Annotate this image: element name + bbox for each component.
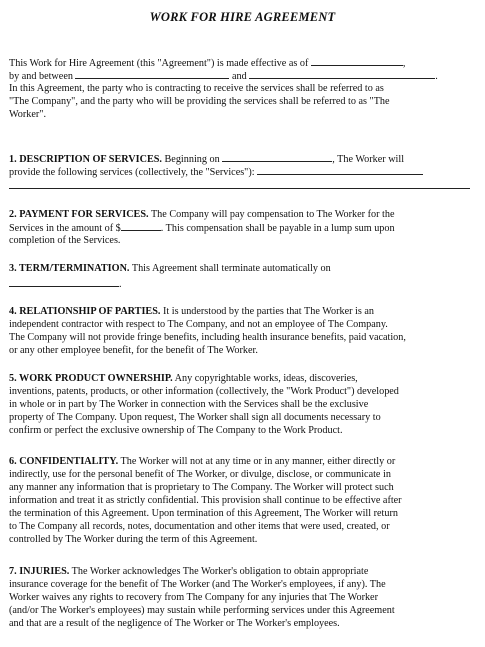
section-7-line-1	[9, 565, 479, 578]
section-7-line-2: insurance coverage for the benefit of The Worker (and The Worker's employees, if any). The	[9, 579, 386, 590]
section-6-line-3: any manner any information that is proprietary to The Company. The Worker will protect such	[9, 482, 394, 493]
section-4-line-3: The Company will not provide fringe benefits, including health insurance benefits, paid vacation,	[9, 332, 406, 343]
termination-date-field[interactable]	[9, 277, 119, 287]
intro-line-2	[9, 69, 479, 83]
section-7-line-5: and that are a result of the negligence of The Worker or The Worker's employees.	[9, 618, 340, 629]
document-title: WORK FOR HIRE AGREEMENT	[149, 10, 336, 24]
section-5-line-3: in whole or in part by The Worker in connection with the Services shall be the exclusive	[9, 399, 369, 410]
period: .	[119, 279, 122, 290]
section-7-heading: 7. INJURIES.	[9, 566, 70, 577]
section-1-line-2	[9, 165, 479, 179]
intro-line-1	[9, 56, 479, 70]
section-6-text: The Worker will not at any time or in any manner, either directly or	[120, 456, 396, 467]
intro-text: This Work for Hire Agreement (this "Agreement") is made effective as of	[9, 58, 309, 69]
comma: ,	[402, 58, 406, 69]
section-3-heading: 3. TERM/TERMINATION.	[9, 263, 130, 274]
section-4-text: It is understood by the parties that The Worker is an	[163, 306, 374, 317]
section-5-text: Any copyrightable works, ideas, discoveries,	[174, 373, 358, 384]
section-3-line-1	[9, 262, 479, 275]
services-field[interactable]	[257, 165, 423, 175]
section-1-heading: 1. DESCRIPTION OF SERVICES.	[9, 154, 162, 165]
section-5-line-1	[9, 372, 479, 385]
section-4-line-4: or any other employee benefit, for the benefit of The Worker.	[9, 345, 258, 356]
period: .	[435, 71, 438, 82]
section-7-line-4: (and/or The Worker's employees) may sustain while performing services under this Agreement	[9, 605, 395, 616]
intro-line-3: In this Agreement, the party who is contracting to receive the services shall be referred to as	[9, 83, 384, 94]
section-5-line-4: property of The Company. Upon request, The Worker shall sign all documents necessary to	[9, 412, 381, 423]
section-5-line-5: confirm or perfect the exclusive ownership of The Company to the Work Product.	[9, 425, 343, 436]
section-3-text: This Agreement shall terminate automatically on	[131, 263, 331, 274]
section-1-line-1	[9, 152, 479, 166]
section-6-line-6: to The Company all records, notes, documentation and other items that were used, created, or	[9, 521, 390, 532]
start-date-field[interactable]	[222, 152, 332, 162]
section-4-heading: 4. RELATIONSHIP OF PARTIES.	[9, 306, 161, 317]
section-4-line-2: independent contractor with respect to The Company, and not an employee of The Company.	[9, 319, 388, 330]
section-2-text: The Company will pay compensation to The Worker for the	[150, 209, 395, 220]
section-6-line-5: the termination of this Agreement. Upon termination of this Agreement, The Worker will return	[9, 508, 398, 519]
section-6-heading: 6. CONFIDENTIALITY.	[9, 456, 119, 467]
intro-line-4: "The Company", and the party who will be providing the services shall be referred to as "The	[9, 96, 390, 107]
section-1-text: , The Worker will	[332, 154, 405, 165]
effective-date-field[interactable]	[311, 56, 403, 66]
section-6-line-4: information and treat it as strictly confidential. This provision shall continue to be effective after	[9, 495, 402, 506]
section-2-text: . This compensation shall be payable in a lump sum upon	[160, 223, 395, 234]
section-6-line-7: controlled by The Worker during the term of this Agreement.	[9, 534, 258, 545]
payment-amount-field[interactable]	[121, 221, 161, 231]
section-7-line-3: Worker waives any rights to recovery from The Company for any injuries that The Worker	[9, 592, 378, 603]
intro-text: and	[232, 71, 247, 82]
section-6-line-1	[9, 455, 479, 468]
section-2-line-3: completion of the Services.	[9, 235, 121, 246]
services-continuation-field[interactable]	[9, 188, 470, 189]
intro-line-5: Worker".	[9, 109, 46, 120]
section-2-text: Services in the amount of $	[9, 223, 121, 234]
section-4-line-1	[9, 305, 479, 318]
section-3-line-2	[9, 277, 479, 291]
section-5-heading: 5. WORK PRODUCT OWNERSHIP.	[9, 373, 173, 384]
section-5-line-2: inventions, patents, products, or other information (collectively, the "Work Product") developed	[9, 386, 399, 397]
company-name-field[interactable]	[75, 69, 229, 79]
section-7-text: The Worker acknowledges The Worker's obligation to obtain appropriate	[71, 566, 369, 577]
section-6-line-2: indirectly, use for the personal benefit of The Worker, or divulge, disclose, or communicate in	[9, 469, 391, 480]
section-2-line-1	[9, 208, 479, 221]
worker-name-field[interactable]	[249, 69, 435, 79]
section-1-text: provide the following services (collectively, the "Services"):	[9, 167, 255, 178]
section-2-line-2	[9, 221, 479, 235]
section-1-text: Beginning on	[164, 154, 220, 165]
intro-text: by and between	[9, 71, 73, 82]
section-2-heading: 2. PAYMENT FOR SERVICES.	[9, 209, 149, 220]
